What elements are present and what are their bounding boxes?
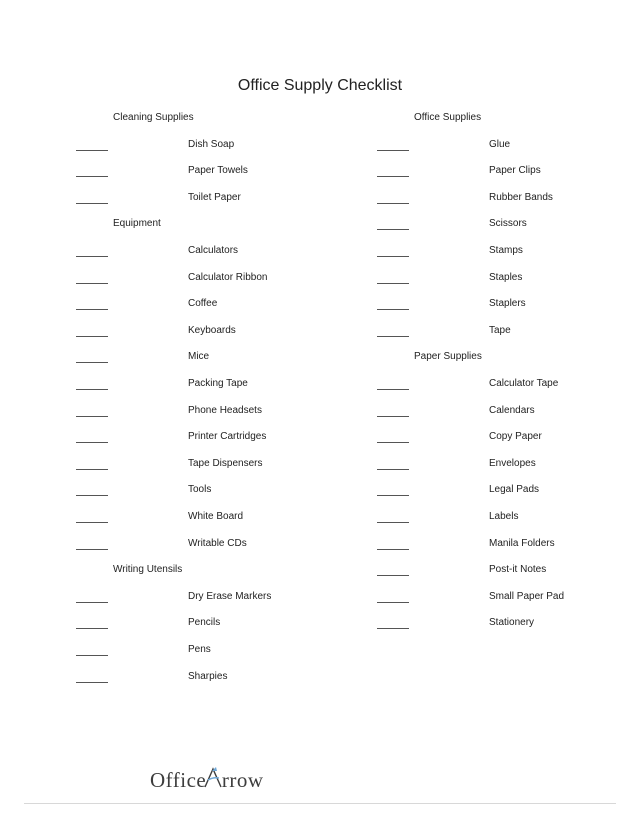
checklist-item: Labels: [489, 511, 519, 522]
checkbox-blank-line: [377, 336, 409, 337]
checklist-item: Scissors: [489, 218, 527, 230]
checklist-item: Tools: [188, 484, 212, 496]
checklist-item: Sharpies: [188, 670, 228, 682]
checkbox-blank-line: [377, 229, 409, 230]
checklist-item: Calculator Tape: [489, 378, 559, 389]
checkbox-blank-line: [377, 522, 409, 523]
checkbox-blank-line: [377, 150, 409, 151]
checklist-item: Staples: [489, 271, 523, 283]
checklist-item: Small Paper Pad: [489, 590, 565, 602]
footer-divider: [24, 803, 616, 804]
checkbox-blank-line: [377, 602, 409, 603]
checklist-item: Pencils: [188, 617, 221, 629]
checklist-item: Packing Tape: [188, 378, 248, 389]
checklist-item: Dry Erase Markers: [188, 590, 272, 602]
checkbox-blank-line: [377, 176, 409, 177]
checklist-item: Rubber Bands: [489, 191, 553, 203]
checkbox-blank-line: [377, 628, 409, 629]
checklist-item: Coffee: [188, 298, 218, 310]
page-title: Office Supply Checklist: [237, 77, 403, 94]
checklist-item: White Board: [188, 511, 244, 522]
checklist-item: Tape: [489, 324, 511, 336]
checklist-item: Keyboards: [188, 324, 236, 336]
checkbox-blank-line: [377, 442, 409, 443]
checklist-item: Pens: [188, 644, 211, 655]
arrow-a-logo-icon: [206, 768, 222, 793]
checkbox-blank-line: [377, 416, 409, 417]
checkbox-blank-line: [377, 469, 409, 470]
checklist-item: Printer Cartridges: [188, 431, 267, 443]
section-heading: Equipment: [113, 218, 161, 230]
checkbox-blank-line: [377, 256, 409, 257]
checklist-item: Copy Paper: [489, 431, 542, 443]
checkbox-blank-line: [377, 389, 409, 390]
checklist-item: Post-it Notes: [489, 564, 547, 576]
checklist-item: Envelopes: [489, 457, 536, 469]
checkbox-blank-line: [377, 495, 409, 496]
section-heading: Paper Supplies: [414, 351, 482, 363]
checkbox-blank-line: [377, 283, 409, 284]
checklist-item: Dish Soap: [188, 138, 235, 150]
checkbox-blank-line: [377, 549, 409, 550]
office-arrow-logo: [150, 768, 264, 793]
checklist-item: Manila Folders: [489, 537, 555, 549]
checklist-item: Staplers: [489, 298, 526, 310]
checklist-item: Calendars: [489, 404, 535, 416]
checklist-item: Writable CDs: [188, 537, 247, 549]
checklist-item: Legal Pads: [489, 484, 540, 496]
checklist-item: Glue: [489, 138, 511, 150]
section-heading: Office Supplies: [414, 112, 482, 123]
checklist-item: Phone Headsets: [188, 404, 262, 416]
checklist-item: Stationery: [489, 617, 535, 629]
checklist-item: Calculators: [188, 245, 239, 256]
section-heading: Writing Utensils: [113, 564, 183, 576]
checklist-item: Tape Dispensers: [188, 457, 263, 469]
logo-text-office: Office: [150, 768, 207, 792]
checkbox-blank-line: [377, 575, 409, 576]
logo-text-rrow: rrow: [221, 768, 264, 792]
checklist-item: Mice: [188, 351, 210, 363]
checklist-item: Calculator Ribbon: [188, 271, 268, 283]
checkbox-blank-line: [377, 203, 409, 204]
section-heading: Cleaning Supplies: [113, 112, 194, 123]
checklist-item: Paper Clips: [489, 165, 541, 177]
checkbox-blank-line: [377, 309, 409, 310]
checklist-item: Stamps: [489, 245, 523, 256]
checklist-item: Toilet Paper: [188, 191, 241, 203]
checklist-item: Paper Towels: [188, 165, 248, 177]
